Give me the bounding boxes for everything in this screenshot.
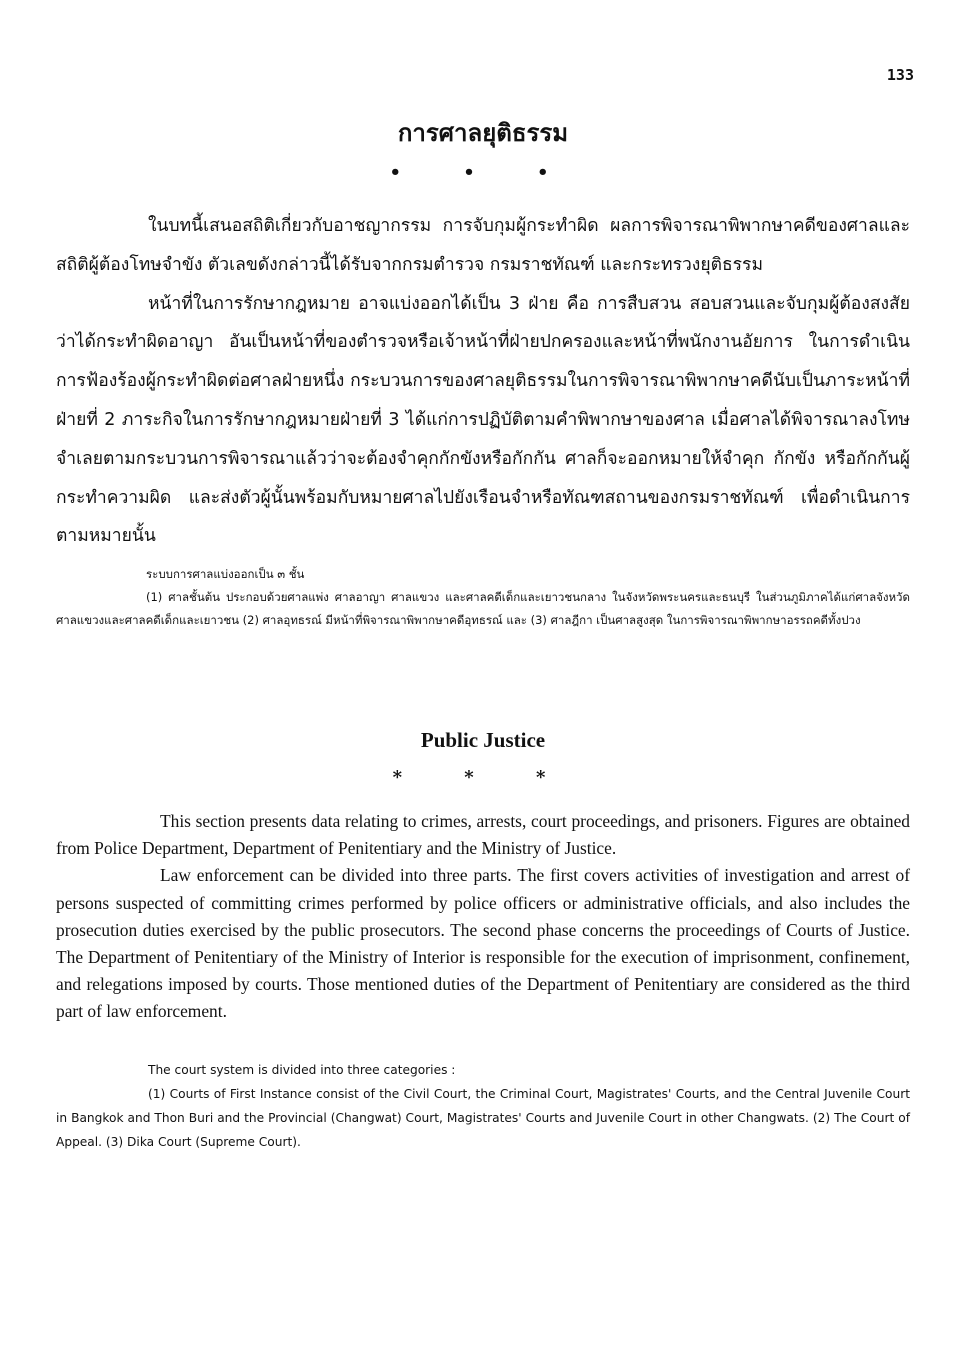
english-ornament: * * * xyxy=(392,767,574,788)
english-paragraph: Law enforcement can be divided into three parts. The first covers activities of investigation and arrest of persons suspected of committing crimes performed by police officers or administrative officials, and also includes the prosecution duties exercised by the public prosecutors. The second phase concerns the proceedings of Courts of Justice. The Department of Penitentiary of the Ministry of Interior is responsible for the execution of imprisonment, confinement, and relegations imposed by courts. Those mentioned duties of the Department of Penitentiary are considered as the third part of law enforcement. xyxy=(56,865,910,1022)
thai-footnotes xyxy=(56,563,910,632)
thai-ornament: • • • xyxy=(389,162,577,183)
thai-notes-lead: ระบบการศาลแบ่งออกเป็น ๓ ชั้น xyxy=(146,567,305,581)
english-paragraph: This section presents data relating to crimes, arrests, court proceedings, and prisoners. Figures are obtained from Police Department, Department of Penitentiary and the Ministry of Justice. xyxy=(56,811,910,859)
english-section-title: Public Justice xyxy=(420,728,546,752)
english-body xyxy=(56,808,910,1026)
thai-paragraph: ในบทนี้เสนอสถิติเกี่ยวกับอาชญากรรม การจับกุมผู้กระทำผิด ผลการพิจารณาพิพากษาคดีของศาลและสถิติผู้ต้องโทษจำขัง ตัวเลขดังกล่าวนี้ได้รับจากกรมตำรวจ กรมราชทัณฑ์ และกระทรวงยุติธรรม xyxy=(56,216,910,275)
page-number: 133 xyxy=(886,66,914,84)
english-footnotes xyxy=(56,1058,910,1154)
thai-section-title: การศาลยุติธรรม xyxy=(397,118,569,147)
english-notes-item: (1) Courts of First Instance consist of the Civil Court, the Criminal Court, Magistrates' Courts, and the Central Juvenile Court in Bangkok and Thon Buri and the Provincial (Changwat) Court, Magistrates' Courts and Juvenile Court in other Changwats. (2) The Court of Appeal. (3) Dika Court (Supreme Court). xyxy=(56,1087,910,1149)
english-notes-lead: The court system is divided into three categories : xyxy=(148,1063,456,1077)
thai-notes-item: (1) ศาลชั้นต้น ประกอบด้วยศาลแพ่ง ศาลอาญา ศาลแขวง และศาลคดีเด็กและเยาวชนกลาง ในจังหวัดพระนครและธนบุรี ในส่วนภูมิภาคได้แก่ศาลจังหวัด ศาลแขวงและศาลคดีเด็กและเยาวชน (2) ศาลอุทธรณ์ มีหน้าที่พิจารณาพิพากษาคดีอุทธรณ์ และ (3) ศาลฎีกา เป็นศาลสูงสุด ในการพิจารณาพิพากษาอรรถคดีทั้งปวง xyxy=(56,590,910,627)
thai-paragraph: หน้าที่ในการรักษากฎหมาย อาจแบ่งออกได้เป็น 3 ฝ่าย คือ การสืบสวน สอบสวนและจับกุมผู้ต้องสงสัยว่าได้กระทำผิดอาญา อันเป็นหน้าที่ของตำรวจหรือเจ้าหน้าที่ฝ่ายปกครองและหน้าที่พนักงานอัยการ ในการดำเนินการฟ้องร้องผู้กระทำผิดต่อศาลฝ่ายหนึ่ง กระบวนการของศาลยุติธรรมในการพิจารณาพิพากษาคดีนับเป็นภาระหน้าที่ฝ่ายที่ 2 ภาระกิจในการรักษากฎหมายฝ่ายที่ 3 ได้แก่การปฏิบัติตามคำพิพากษาของศาล เมื่อศาลได้พิจารณาลงโทษจำเลยตามกระบวนการพิจารณาแล้วว่าจะต้องจำคุกกักขังหรือกักกัน ศาลก็จะออกหมายให้จำคุก กักขัง หรือกักกันผู้กระทำความผิด และส่งตัวผู้นั้นพร้อมกับหมายศาลไปยังเรือนจำหรือทัณฑสถานของกรมราชทัณฑ์ เพื่อดำเนินการตามหมายนั้น xyxy=(56,293,910,547)
thai-body xyxy=(56,207,910,556)
